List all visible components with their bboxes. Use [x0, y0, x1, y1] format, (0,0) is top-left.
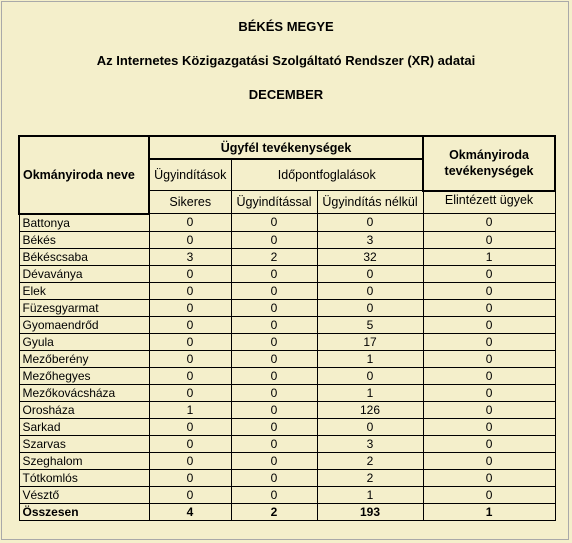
table-row [19, 367, 555, 384]
office-name: Orosháza [19, 401, 149, 418]
without-initiation-value: 0 [317, 299, 423, 316]
table-row [19, 299, 555, 316]
with-initiation-value: 0 [231, 486, 317, 503]
done-value: 0 [423, 452, 555, 469]
without-initiation-value: 2 [317, 469, 423, 486]
success-value: 0 [149, 333, 231, 350]
office-name: Dévaványa [19, 265, 149, 282]
report-subtitle: Az Internetes Közigazgatási Szolgáltató Rendszer (XR) adatai [96, 53, 476, 68]
office-name: Sarkad [19, 418, 149, 435]
success-value: 0 [149, 316, 231, 333]
without-initiation-value: 1 [317, 384, 423, 401]
with-initiation-value: 0 [231, 231, 317, 248]
without-initiation-value: 0 [317, 265, 423, 282]
total-without-initiation-value: 193 [317, 503, 423, 520]
table-row [19, 316, 555, 333]
done-value: 0 [423, 367, 555, 384]
done-value: 1 [423, 248, 555, 265]
without-initiation-value: 0 [317, 214, 423, 232]
success-value: 0 [149, 367, 231, 384]
with-initiation-value: 0 [231, 299, 317, 316]
table-row [19, 452, 555, 469]
done-value: 0 [423, 231, 555, 248]
total-done-value: 1 [423, 503, 555, 520]
table-row [19, 418, 555, 435]
done-value: 0 [423, 214, 555, 232]
table-row [19, 384, 555, 401]
office-name: Szeghalom [19, 452, 149, 469]
success-value: 0 [149, 469, 231, 486]
without-initiation-header: Ügyindítás nélkül [317, 191, 423, 214]
total-row [19, 503, 555, 520]
with-initiation-value: 0 [231, 316, 317, 333]
office-activities-header: Okmányiroda tevékenységek [423, 136, 555, 191]
done-value: 0 [423, 282, 555, 299]
table-row [19, 401, 555, 418]
without-initiation-value: 32 [317, 248, 423, 265]
done-value: 0 [423, 350, 555, 367]
done-value: 0 [423, 316, 555, 333]
without-initiation-value: 2 [317, 452, 423, 469]
done-value: 0 [423, 469, 555, 486]
success-value: 0 [149, 231, 231, 248]
done-value: 0 [423, 418, 555, 435]
without-initiation-value: 126 [317, 401, 423, 418]
table-header [19, 136, 555, 214]
done-value: 0 [423, 265, 555, 282]
done-value: 0 [423, 401, 555, 418]
without-initiation-value: 3 [317, 231, 423, 248]
without-initiation-value: 17 [317, 333, 423, 350]
success-value: 0 [149, 299, 231, 316]
without-initiation-value: 0 [317, 418, 423, 435]
without-initiation-value: 1 [317, 350, 423, 367]
total-label: Összesen [19, 503, 149, 520]
success-value: 0 [149, 435, 231, 452]
table-row [19, 486, 555, 503]
table-row [19, 265, 555, 282]
with-initiation-value: 0 [231, 384, 317, 401]
table-row [19, 231, 555, 248]
with-initiation-header: Ügyindítással [231, 191, 317, 214]
done-value: 0 [423, 333, 555, 350]
success-header: Sikeres [149, 191, 231, 214]
office-name: Gyomaendrőd [19, 316, 149, 333]
with-initiation-value: 0 [231, 214, 317, 232]
initiations-header: Ügyindítások [149, 159, 231, 191]
with-initiation-value: 0 [231, 418, 317, 435]
office-name: Mezőhegyes [19, 367, 149, 384]
done-value: 0 [423, 299, 555, 316]
table-row [19, 469, 555, 486]
table-row [19, 248, 555, 265]
done-value: 0 [423, 384, 555, 401]
with-initiation-value: 0 [231, 282, 317, 299]
with-initiation-value: 0 [231, 367, 317, 384]
success-value: 0 [149, 452, 231, 469]
with-initiation-value: 0 [231, 401, 317, 418]
table-body [19, 214, 555, 521]
with-initiation-value: 0 [231, 265, 317, 282]
success-value: 0 [149, 384, 231, 401]
without-initiation-value: 0 [317, 367, 423, 384]
table-row [19, 435, 555, 452]
success-value: 0 [149, 265, 231, 282]
month-title: DECEMBER [248, 87, 324, 102]
office-name: Füzesgyarmat [19, 299, 149, 316]
with-initiation-value: 0 [231, 469, 317, 486]
table-row [19, 214, 555, 232]
total-success-value: 4 [149, 503, 231, 520]
office-name: Tótkomlós [19, 469, 149, 486]
without-initiation-value: 5 [317, 316, 423, 333]
success-value: 0 [149, 350, 231, 367]
office-name: Mezőberény [19, 350, 149, 367]
success-value: 0 [149, 282, 231, 299]
office-name: Elek [19, 282, 149, 299]
table-row [19, 350, 555, 367]
success-value: 0 [149, 486, 231, 503]
office-name: Békéscsaba [19, 248, 149, 265]
without-initiation-value: 3 [317, 435, 423, 452]
county-title: BÉKÉS MEGYE [238, 19, 334, 34]
office-name: Mezőkovácsháza [19, 384, 149, 401]
office-name: Battonya [19, 214, 149, 232]
appointments-header: Időpontfoglalások [231, 159, 423, 191]
table-row [19, 282, 555, 299]
office-name: Békés [19, 231, 149, 248]
table-row [19, 333, 555, 350]
office-name-header: Okmányiroda neve [19, 136, 149, 214]
success-value: 3 [149, 248, 231, 265]
office-name: Vésztő [19, 486, 149, 503]
office-name: Gyula [19, 333, 149, 350]
with-initiation-value: 0 [231, 452, 317, 469]
office-name: Szarvas [19, 435, 149, 452]
statistics-table [18, 135, 556, 521]
success-value: 1 [149, 401, 231, 418]
client-activities-header: Ügyfél tevékenységek [149, 136, 423, 159]
with-initiation-value: 2 [231, 248, 317, 265]
without-initiation-value: 1 [317, 486, 423, 503]
success-value: 0 [149, 214, 231, 232]
done-cases-header: Elintézett ügyek [423, 191, 555, 214]
done-value: 0 [423, 486, 555, 503]
with-initiation-value: 0 [231, 350, 317, 367]
with-initiation-value: 0 [231, 333, 317, 350]
done-value: 0 [423, 435, 555, 452]
without-initiation-value: 0 [317, 282, 423, 299]
with-initiation-value: 0 [231, 435, 317, 452]
total-with-initiation-value: 2 [231, 503, 317, 520]
success-value: 0 [149, 418, 231, 435]
